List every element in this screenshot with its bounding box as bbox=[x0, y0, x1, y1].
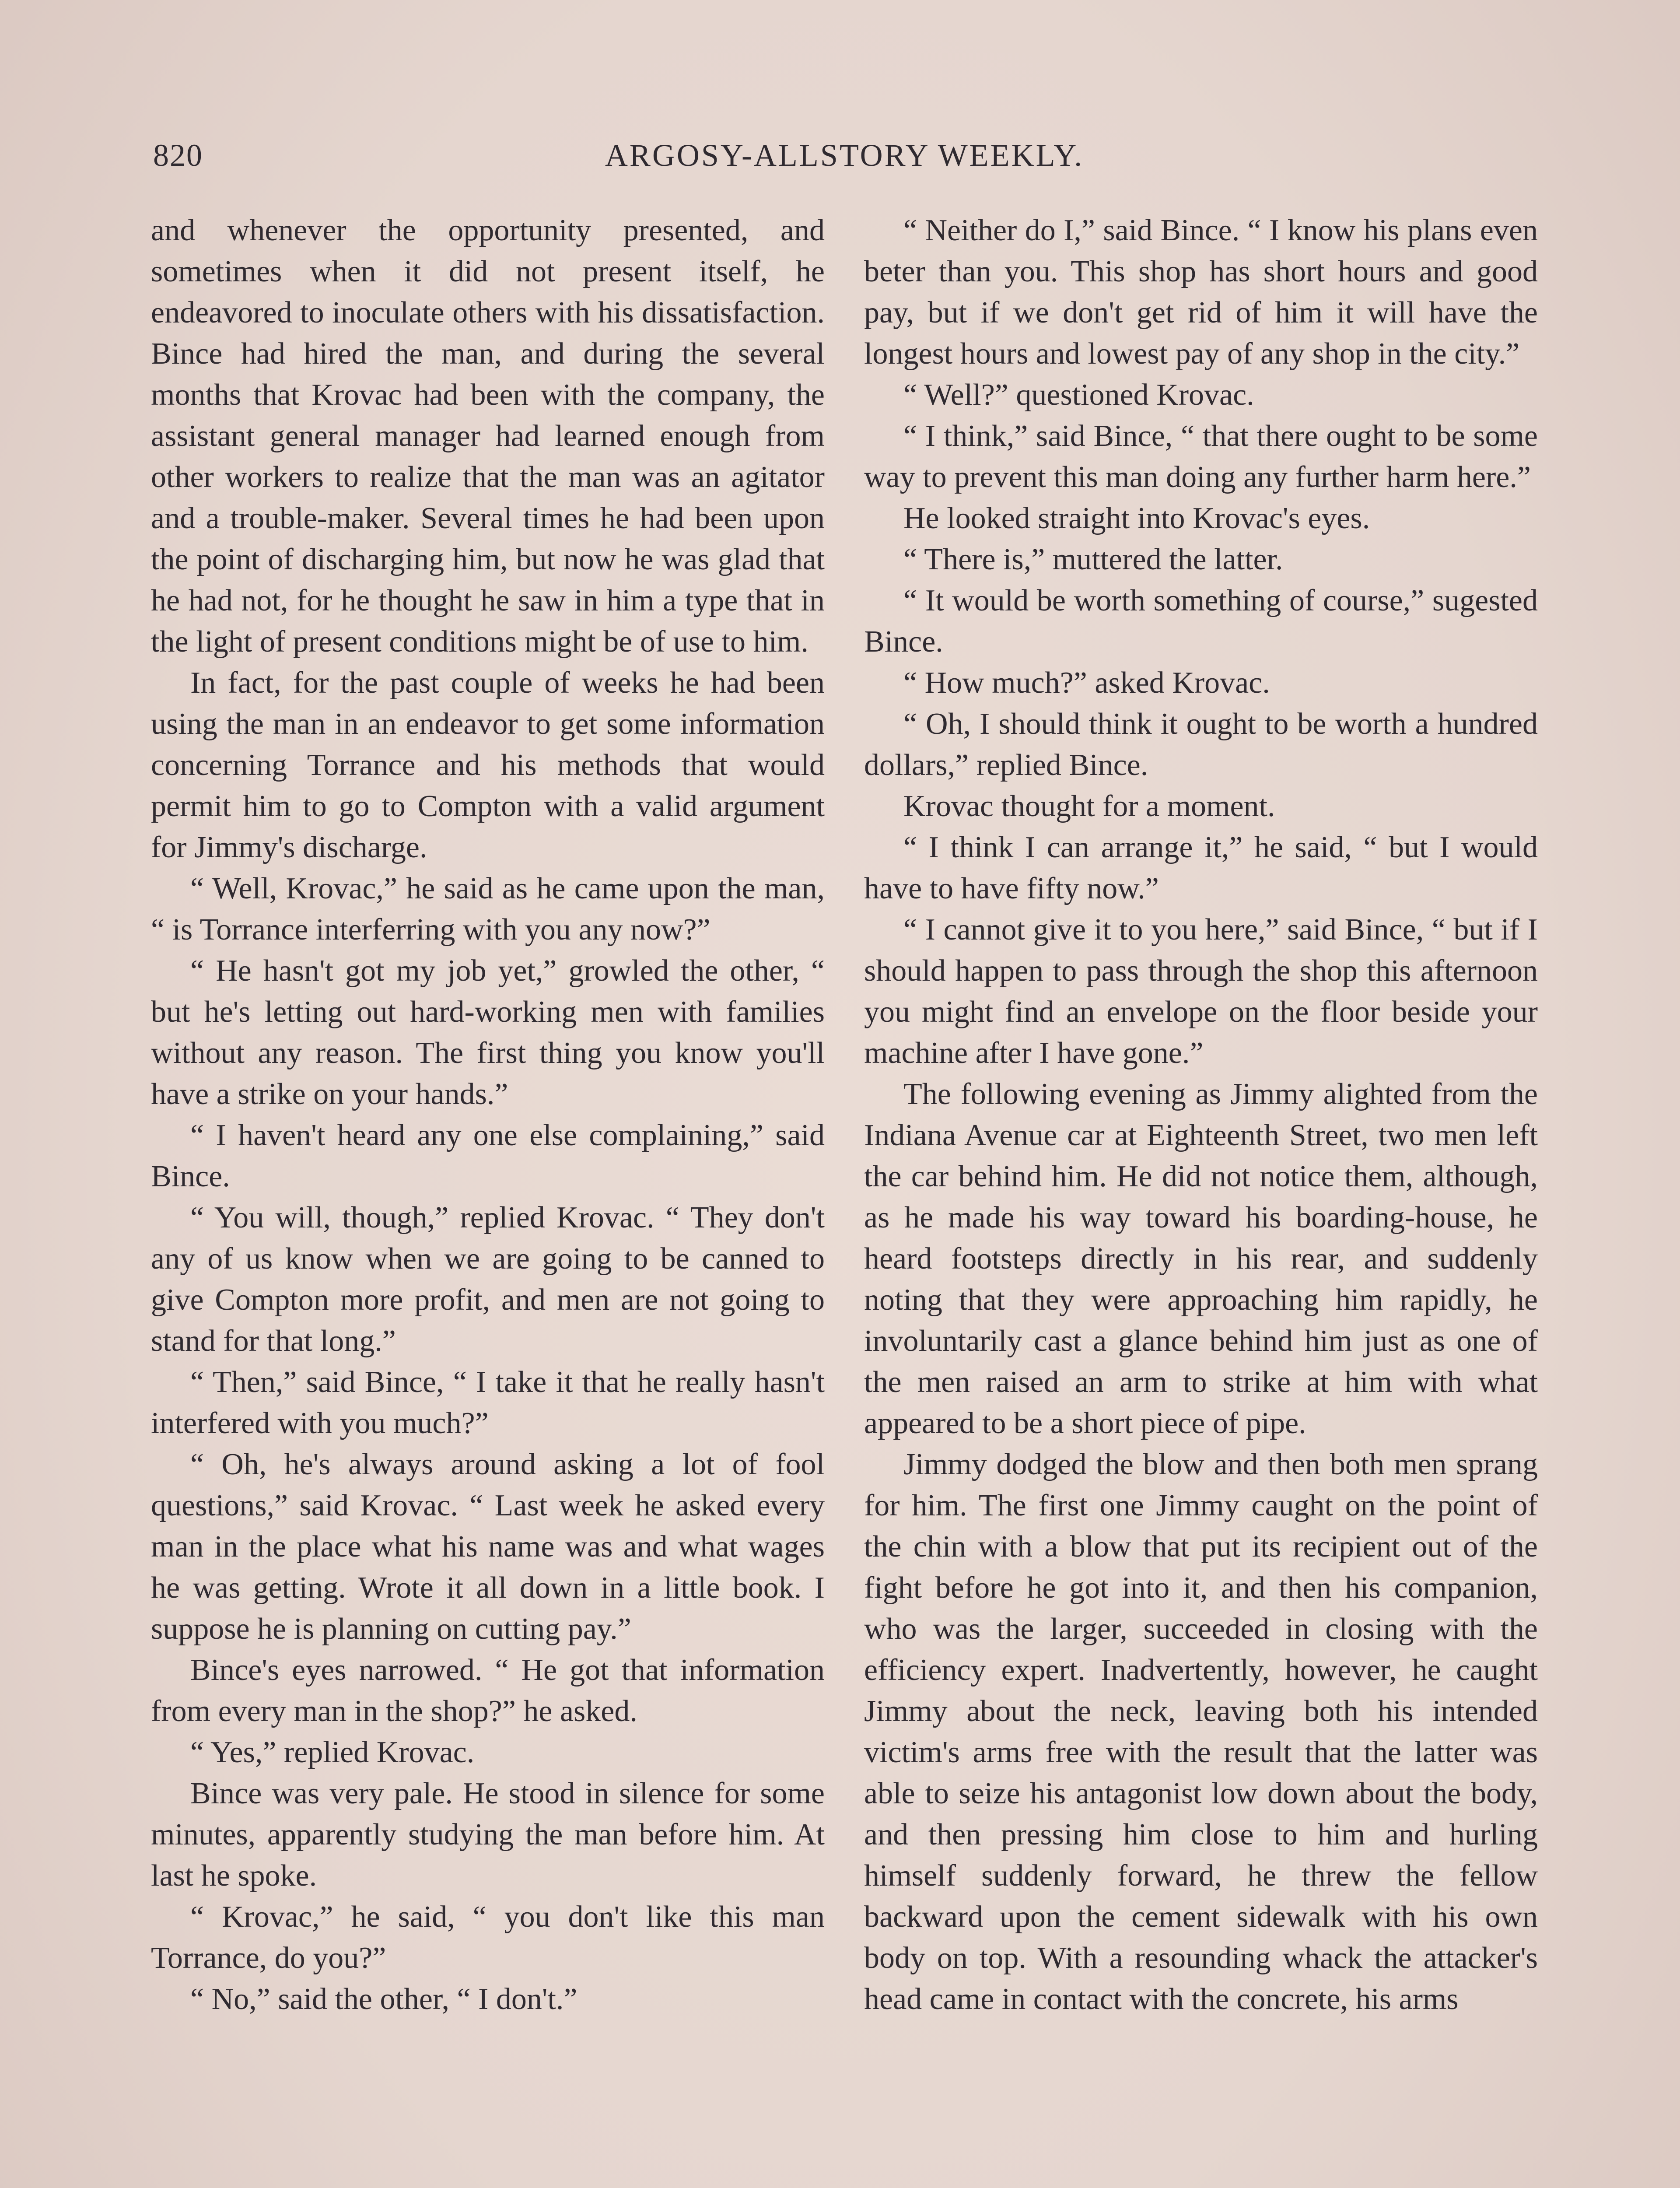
paragraph: The following evening as Jimmy alighted from the Indiana Avenue car at Eighteenth Street, two men left the car behind him. He did not notice them, although, as he made his way toward his boarding-house, he heard footsteps directly in his rear, and suddenly noting that they were approaching him rapidly, he involuntarily cast a glance behind him just as one of the men raised an arm to strike at him with what appeared to be a short piece of pipe. bbox=[864, 1077, 1538, 1440]
paragraph: Jimmy dodged the blow and then both men sprang for him. The first one Jimmy caught on the point of the chin with a blow that put its recipient out of the fight before he got into it, and then his companion, who was the larger, succeeded in closing with the efficiency expert. Inadvertently, however, he caught Jimmy about the neck, leaving both his intended victim's arms free with the result that the latter was able to seize his antagonist low down about the body, and then pressing him close to him and hurling himself suddenly forward, he threw the fellow backward upon the cement sidewalk with his own body on top. With a resounding whack the attacker's head came in contact with the concrete, his arms bbox=[864, 1448, 1538, 2016]
paragraph: He looked straight into Krovac's eyes. bbox=[903, 501, 1370, 535]
paragraph: “ Yes,” replied Krovac. bbox=[190, 1736, 475, 1769]
right-column bbox=[864, 210, 1538, 2188]
paragraph: “ You will, though,” replied Krovac. “ They don't any of us know when we are going to be canned to give Compton more profit, and men are not going to stand for that long.” bbox=[151, 1201, 825, 1358]
paragraph: “ Well?” questioned Krovac. bbox=[903, 378, 1254, 412]
paragraph: “ I cannot give it to you here,” said Bince, “ but if I should happen to pass through the shop this afternoon you might find an envelope on the floor beside your machine after I have gone.” bbox=[864, 913, 1538, 1070]
left-column bbox=[151, 210, 825, 2188]
paragraph: Bince's eyes narrowed. “ He got that information from every man in the shop?” he asked. bbox=[151, 1653, 825, 1728]
paragraph: “ Oh, I should think it ought to be worth a hundred dollars,” replied Bince. bbox=[864, 707, 1538, 782]
paragraph: “ There is,” muttered the latter. bbox=[903, 543, 1283, 576]
running-title: ARGOSY-ALLSTORY WEEKLY. bbox=[605, 138, 1084, 173]
paragraph: “ I think I can arrange it,” he said, “ but I would have to have fifty now.” bbox=[864, 831, 1538, 905]
paragraph: “ I haven't heard any one else complaining,” said Bince. bbox=[151, 1119, 825, 1193]
paragraph: “ How much?” asked Krovac. bbox=[903, 666, 1270, 700]
paragraph: Krovac thought for a moment. bbox=[903, 789, 1275, 823]
paragraph: Bince was very pale. He stood in silence for some minutes, apparently studying the man before him. At last he spoke. bbox=[151, 1777, 825, 1893]
paragraph: In fact, for the past couple of weeks he had been using the man in an endeavor to get some information concerning Torrance and his methods that would permit him to go to Compton with a valid argument for Jimmy's discharge. bbox=[151, 666, 825, 864]
paragraph: “ It would be worth something of course,” sugested Bince. bbox=[864, 584, 1538, 659]
paragraph: “ Oh, he's always around asking a lot of fool questions,” said Krovac. “ Last week he asked every man in the place what his name was and what wages he was getting. Wrote it all down in a little book. I suppose he is planning on cutting pay.” bbox=[151, 1448, 825, 1646]
paragraph: “ Krovac,” he said, “ you don't like this man Torrance, do you?” bbox=[151, 1900, 825, 1975]
paragraph: and whenever the opportunity presented, and sometimes when it did not present itself, he endeavored to inoculate others with his dissatisfaction. Bince had hired the man, and during the several months that Krovac had been with the company, the assistant general manager had learned enough from other workers to realize that the man was an agitator and a trouble-maker. Several times he had been upon the point of discharging him, but now he was glad that he had not, for he thought he saw in him a type that in the light of present conditions might be of use to him. bbox=[151, 214, 825, 659]
paragraph: “ No,” said the other, “ I don't.” bbox=[190, 1982, 578, 2016]
paragraph: “ He hasn't got my job yet,” growled the other, “ but he's letting out hard-working men with families without any reason. The first thing you know you'll have a strike on your hands.” bbox=[151, 954, 825, 1111]
paragraph: “ Neither do I,” said Bince. “ I know his plans even beter than you. This shop has short hours and good pay, but if we don't get rid of him it will have the longest hours and lowest pay of any shop in the city.” bbox=[864, 214, 1538, 371]
page-header bbox=[153, 131, 1536, 179]
paragraph: “ Well, Krovac,” he said as he came upon the man, “ is Torrance interferring with you any now?” bbox=[151, 872, 825, 947]
paragraph: “ Then,” said Bince, “ I take it that he really hasn't interfered with you much?” bbox=[151, 1365, 825, 1440]
page-number: 820 bbox=[153, 138, 203, 173]
paragraph: “ I think,” said Bince, “ that there ought to be some way to prevent this man doing any further harm here.” bbox=[864, 419, 1538, 494]
